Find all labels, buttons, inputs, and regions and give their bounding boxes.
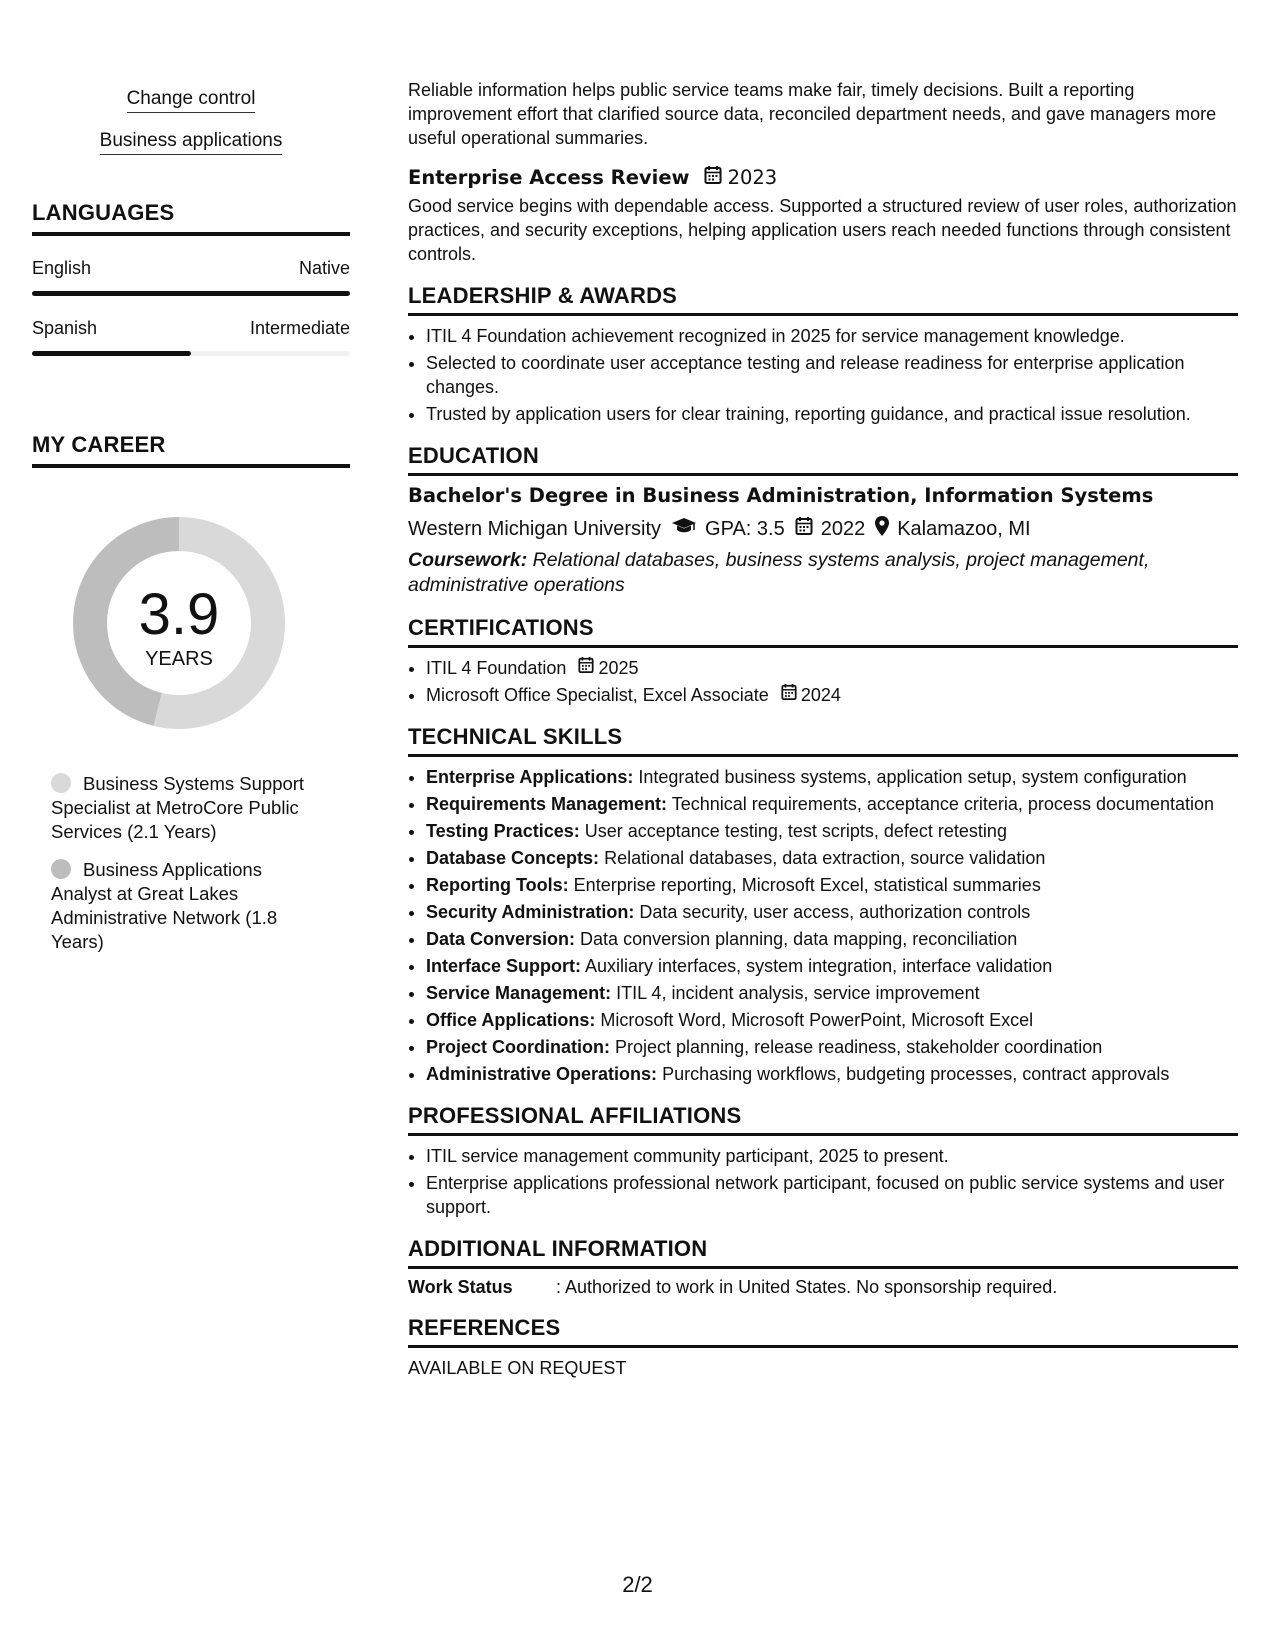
skill-text: Data security, user access, authorization controls [639,902,1031,922]
career-section [32,432,350,954]
skill-item [426,981,1238,1005]
skill-label: Project Coordination: [426,1037,610,1057]
graduation-year: 2022 [820,517,866,540]
skill-label: Administrative Operations: [426,1064,658,1084]
language-name: English [32,258,92,278]
legend-dot [51,773,71,793]
work-status-row [408,1277,1238,1298]
project-title: Enterprise Access Review [408,166,690,189]
skill-label: Testing Practices: [426,821,580,841]
career-legend-item [51,858,321,954]
skills-list [408,765,1238,1086]
career-legend [51,772,321,954]
certification-item [426,656,1238,680]
career-years-unit: YEARS [145,648,213,670]
language-proficiency-bar [32,291,350,296]
leadership-list [408,324,1238,426]
coursework-label: Coursework: [408,549,528,571]
skill-tags [32,78,350,162]
career-legend-text: Business Applications Analyst at Great Lakes Administrative Network (1.8 Years) [51,859,278,952]
affiliations-title: PROFESSIONAL AFFILIATIONS [408,1103,1238,1136]
skill-label: Data Conversion: [426,929,576,949]
additional-info-title: ADDITIONAL INFORMATION [408,1236,1238,1269]
skill-label: Reporting Tools: [426,875,569,895]
project-year: 2023 [727,166,778,189]
location-pin-icon [875,516,889,542]
skill-label: Interface Support: [426,956,582,976]
calendar-icon [795,516,813,542]
certification-year: 2025 [598,658,639,678]
languages-title: LANGUAGES [32,200,350,236]
skill-label: Enterprise Applications: [426,767,634,787]
skill-item [426,927,1238,951]
list-item: • Selected to coordinate user acceptance testing and release readiness for enterprise application changes. [426,351,1238,399]
certification-year: 2024 [800,685,841,705]
page-number: 2/2 [622,1572,653,1597]
intro-paragraph: Reliable information helps public service teams make fair, timely decisions. Built a reporting improvement effort that clarified source data, reconciled department needs, and gave managers more useful operational summaries. [408,80,1217,148]
graduation-cap-icon [671,517,697,541]
skill-label: Security Administration: [426,902,635,922]
school-location: Kalamazoo, MI [897,517,1031,540]
skill-item [426,846,1238,870]
career-title: MY CAREER [32,432,350,468]
skill-item [426,1062,1238,1086]
certification-item [426,683,1238,707]
coursework [408,548,1238,598]
skill-item [426,1008,1238,1032]
skill-label: Database Concepts: [426,848,600,868]
skill-item [426,792,1238,816]
skill-text: Auxiliary interfaces, system integration, interface validation [585,956,1053,976]
coursework-text: Relational databases, business systems analysis, project management, administrative operations [408,549,1150,596]
skill-item [426,765,1238,789]
calendar-icon [781,683,797,707]
language-name: Spanish [32,318,98,338]
skill-text: Purchasing workflows, budgeting processes, contract approvals [662,1064,1170,1084]
references-text: AVAILABLE ON REQUEST [408,1358,627,1378]
skill-item [426,954,1238,978]
skill-text: User acceptance testing, test scripts, defect retesting [584,821,1007,841]
career-legend-item [51,772,321,844]
technical-skills-title: TECHNICAL SKILLS [408,724,1238,757]
skill-text: Integrated business systems, application setup, system configuration [638,767,1187,787]
main-content [408,78,1238,1379]
leadership-title: LEADERSHIP & AWARDS [408,283,1238,316]
skill-text: Microsoft Word, Microsoft PowerPoint, Microsoft Excel [600,1010,1034,1030]
skill-item [426,1035,1238,1059]
languages-section [32,200,350,356]
skill-item [426,873,1238,897]
calendar-icon [578,656,594,680]
certifications-title: CERTIFICATIONS [408,615,1238,648]
skill-text: ITIL 4, incident analysis, service improvement [616,983,980,1003]
certification-name: • Microsoft Office Specialist, Excel Associate [426,685,769,705]
language-proficiency-fill [32,291,350,296]
skill-label: Office Applications: [426,1010,596,1030]
degree-title: Bachelor's Degree in Business Administration, Information Systems [408,484,1154,507]
education-title: EDUCATION [408,443,1238,476]
calendar-icon [704,165,722,190]
skill-tag: Business applications [100,130,283,155]
language-item [32,318,350,356]
work-status-label: Work Status [408,1277,513,1297]
work-status-value: : Authorized to work in United States. No sponsorship required. [556,1277,1058,1297]
school-name: Western Michigan University [408,517,662,540]
skill-label: Service Management: [426,983,612,1003]
gpa: GPA: 3.5 [705,517,785,540]
references-title: REFERENCES [408,1315,1238,1348]
career-donut-chart [64,508,294,738]
language-level: Intermediate [249,318,350,338]
skill-item [426,819,1238,843]
skill-label: Requirements Management: [426,794,668,814]
skill-tag: Change control [127,88,256,113]
skill-item [426,900,1238,924]
legend-dot [51,859,71,879]
skill-text: Enterprise reporting, Microsoft Excel, statistical summaries [573,875,1041,895]
list-item: • Trusted by application users for clear training, reporting guidance, and practical issue resolution. [426,402,1238,426]
skill-text: Data conversion planning, data mapping, reconciliation [580,929,1018,949]
list-item: • Enterprise applications professional network participant, focused on public service systems and user support. [426,1171,1238,1219]
certifications-list [408,656,1238,707]
education-meta [408,516,1238,542]
project-description: Good service begins with dependable access. Supported a structured review of user roles, authorization practices, and security exceptions, helping application users reach needed functions through consistent controls. [408,196,1237,264]
career-total-years: 3.9 [138,582,220,647]
project-heading [408,165,1238,190]
skill-text: Technical requirements, acceptance criteria, process documentation [671,794,1215,814]
sidebar [32,78,350,968]
certification-name: • ITIL 4 Foundation [426,658,567,678]
list-item: • ITIL service management community participant, 2025 to present. [426,1144,1238,1168]
career-legend-text: Business Systems Support Specialist at MetroCore Public Services (2.1 Years) [51,773,305,842]
language-proficiency-bar [32,351,350,356]
skill-text: Relational databases, data extraction, source validation [604,848,1046,868]
language-item [32,258,350,296]
language-proficiency-fill [32,351,191,356]
language-level: Native [298,258,350,278]
affiliations-list [408,1144,1238,1219]
skill-text: Project planning, release readiness, stakeholder coordination [615,1037,1103,1057]
list-item: • ITIL 4 Foundation achievement recognized in 2025 for service management knowledge. [426,324,1238,348]
